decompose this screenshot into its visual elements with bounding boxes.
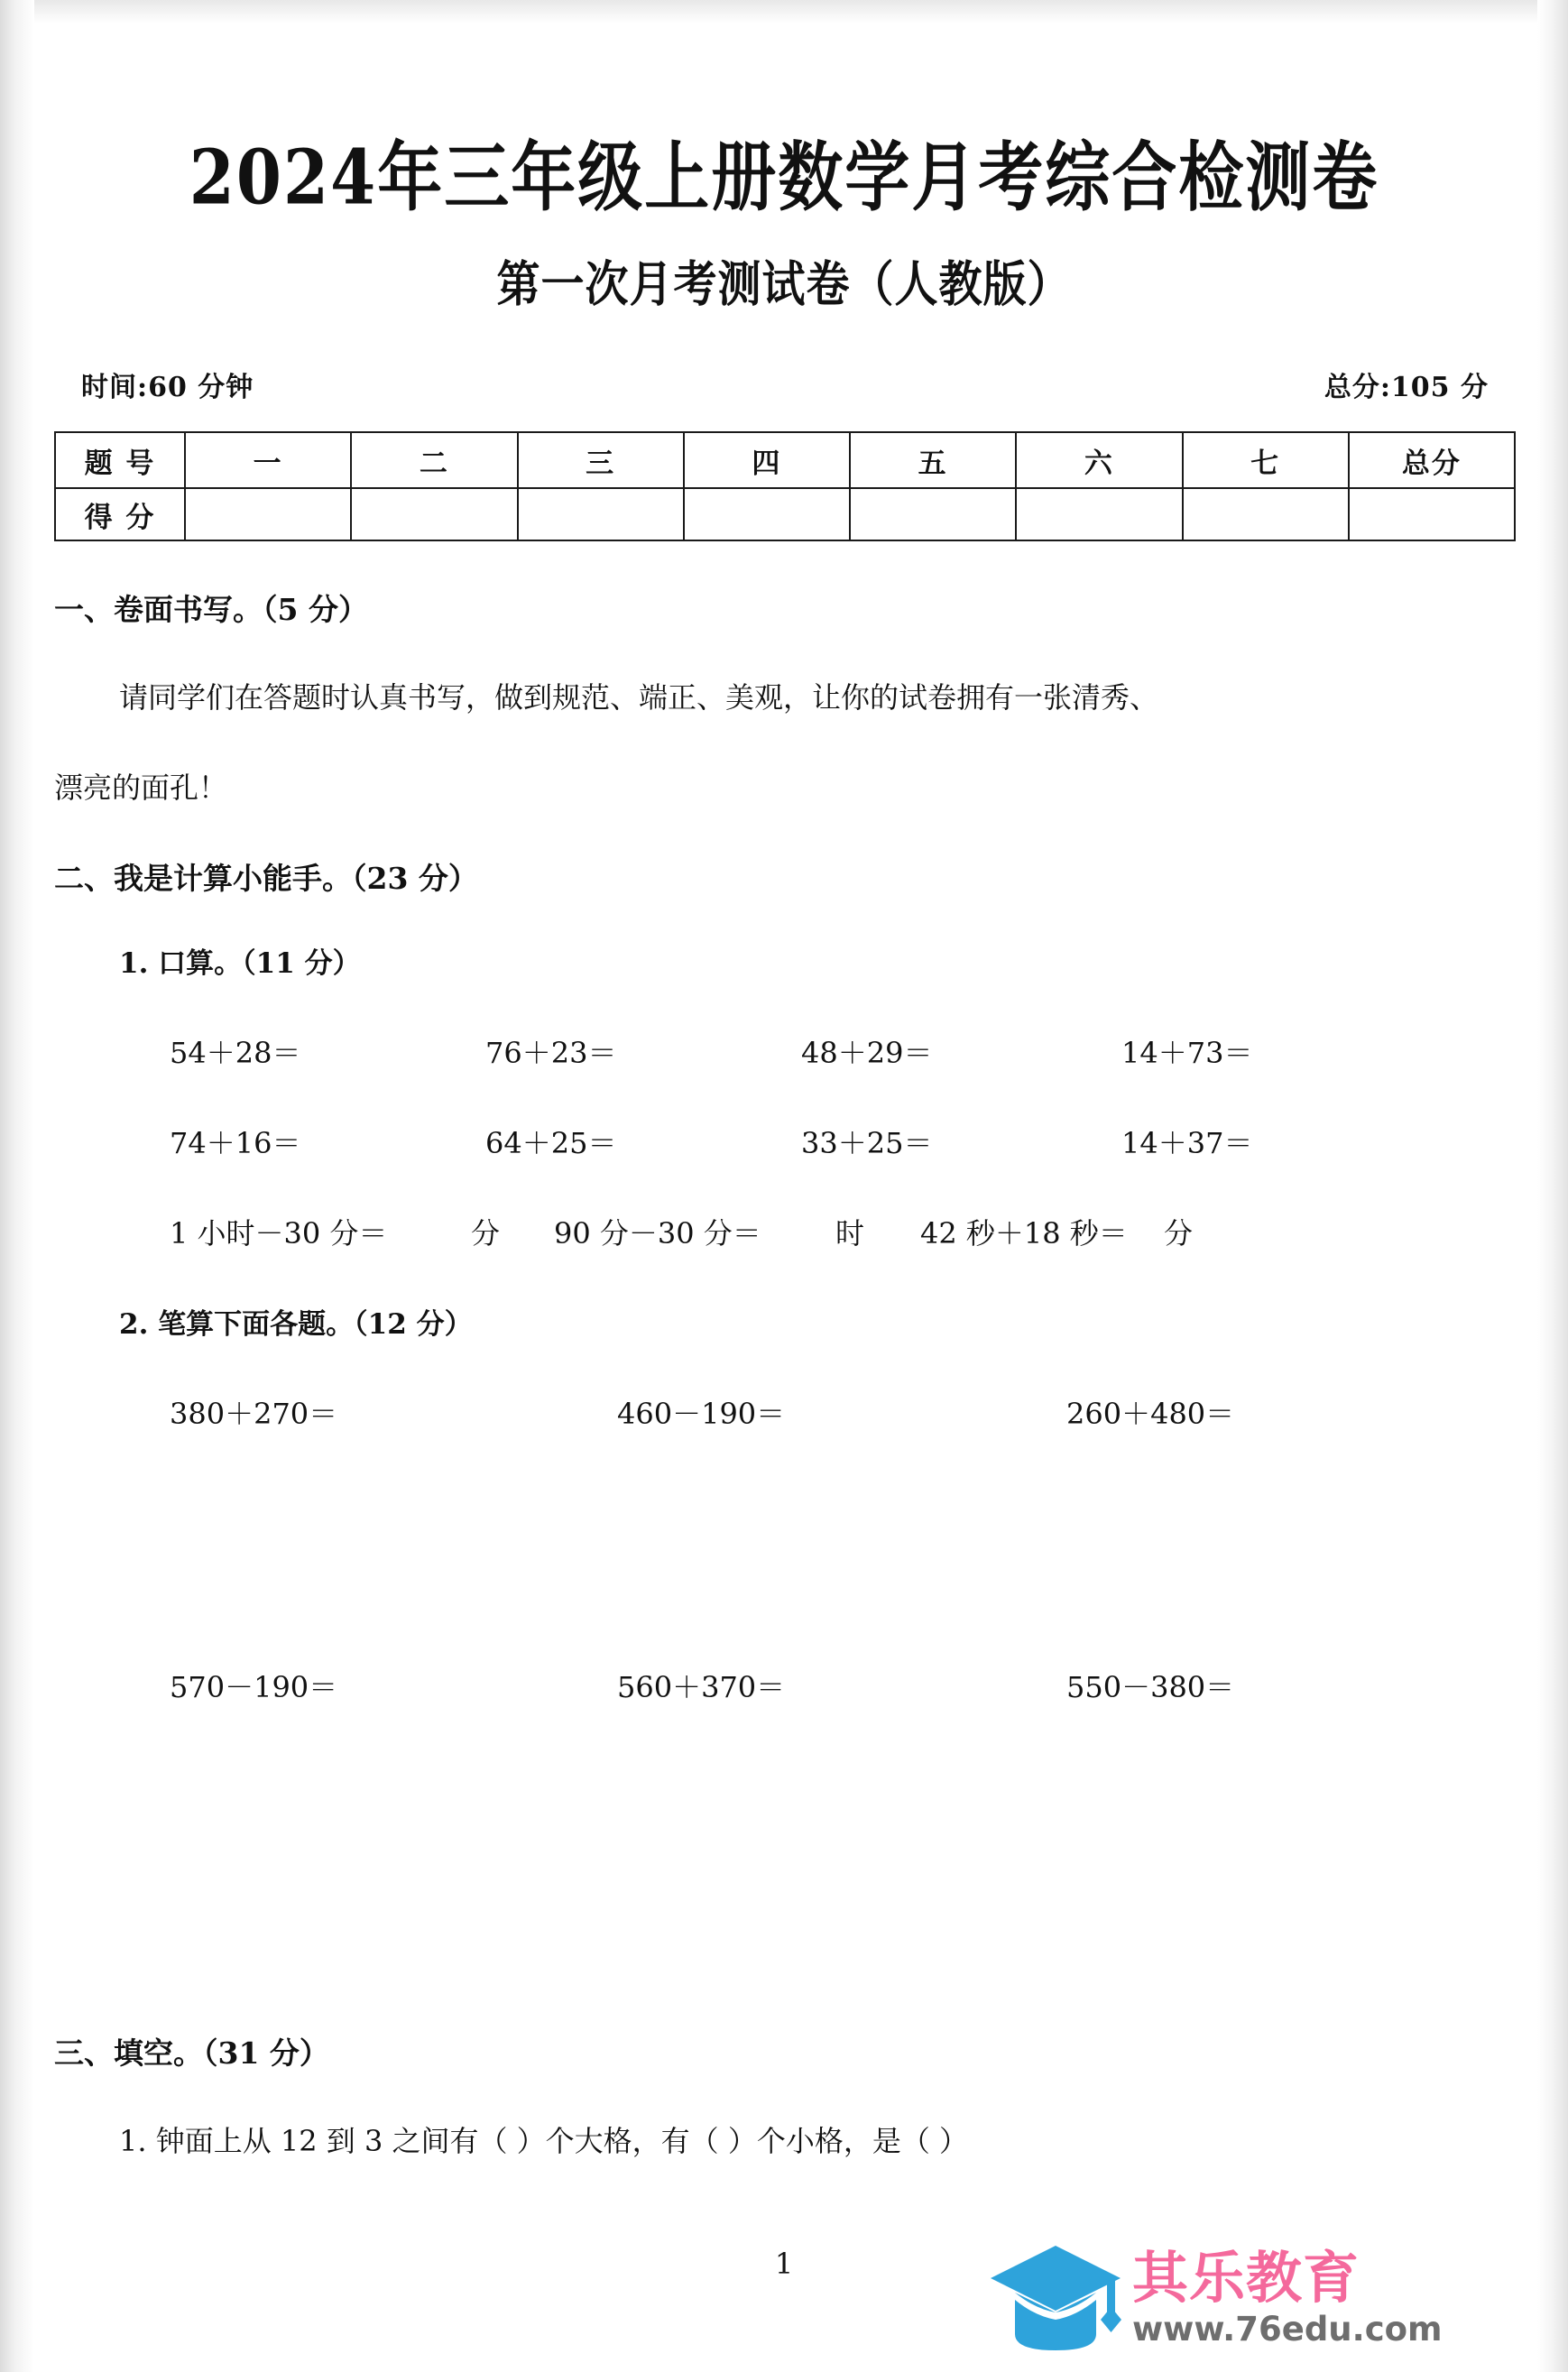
- score-input-cell[interactable]: [1016, 488, 1182, 540]
- written-calc-row-1: [170, 1391, 1342, 1433]
- oral-calc-item: 48＋29＝: [801, 1036, 933, 1070]
- unit-conversion-item: 1 小时－30 分＝: [170, 1216, 388, 1251]
- exam-duration: 时间:60 分钟: [81, 372, 254, 403]
- section-two-q2-heading: 2. 笔算下面各题。（12 分）: [119, 1308, 473, 1341]
- section-one-paragraph-line1: 请同学们在答题时认真书写，做到规范、端正、美观，让你的试卷拥有一张清秀、: [119, 680, 1159, 715]
- oral-calc-item: 76＋23＝: [485, 1036, 617, 1070]
- score-table-header-cell: 六: [1016, 432, 1182, 488]
- graduation-cap-icon: [988, 2240, 1123, 2358]
- exam-meta-row: [81, 365, 1489, 404]
- page-subtitle: 第一次月考测试卷（人教版）: [496, 256, 1072, 314]
- score-table-header-cell: 五: [850, 432, 1016, 488]
- section-one-heading: 一、卷面书写。（5 分）: [54, 592, 368, 627]
- score-table-header-row: [55, 432, 1515, 488]
- written-calc-item: 460－190＝: [617, 1397, 786, 1431]
- written-calc-item: 260＋480＝: [1066, 1397, 1235, 1431]
- section-two-heading: 二、我是计算小能手。（23 分）: [54, 861, 478, 896]
- page-number: 1: [774, 2247, 794, 2281]
- logo-text-block: [1132, 2244, 1443, 2349]
- section-three-q1: 1. 钟面上从 12 到 3 之间有（ ）个大格，有（ ）个小格，是（ ）: [119, 2124, 968, 2158]
- score-table-header-cell: 总分: [1349, 432, 1515, 488]
- oral-calc-item: 64＋25＝: [485, 1126, 617, 1160]
- oral-calc-item: 14＋37＝: [1121, 1126, 1253, 1160]
- score-input-cell[interactable]: [1349, 488, 1515, 540]
- exam-total-score: 总分:105 分: [1324, 372, 1489, 403]
- page-title: 2024年三年级上册数学月考综合检测卷: [189, 132, 1379, 222]
- oral-calc-item: 33＋25＝: [801, 1126, 933, 1160]
- unit-conversion-unit: 时: [835, 1216, 865, 1251]
- unit-conversion-row: [170, 1211, 1193, 1252]
- section-one-paragraph-line2: 漂亮的面孔！: [54, 771, 228, 805]
- site-logo: [988, 2236, 1547, 2362]
- score-input-cell[interactable]: [684, 488, 850, 540]
- score-table-header-cell: 七: [1183, 432, 1349, 488]
- score-table-header-cell: 题 号: [55, 432, 185, 488]
- logo-brand-name: 其乐教育: [1132, 2244, 1360, 2311]
- oral-calc-item: 54＋28＝: [170, 1036, 301, 1070]
- oral-calc-row-2: [170, 1121, 1360, 1162]
- section-two-q1-heading: 1. 口算。（11 分）: [119, 947, 361, 980]
- unit-conversion-unit: 分: [471, 1216, 501, 1251]
- score-input-cell[interactable]: [518, 488, 684, 540]
- unit-conversion-item: 42 秒＋18 秒＝: [920, 1216, 1128, 1251]
- score-input-cell[interactable]: [850, 488, 1016, 540]
- written-calc-item: 550－380＝: [1066, 1670, 1235, 1704]
- written-calc-item: 380＋270＝: [170, 1397, 338, 1431]
- written-calc-item: 560＋370＝: [617, 1670, 786, 1704]
- score-input-cell[interactable]: [351, 488, 517, 540]
- oral-calc-item: 74＋16＝: [170, 1126, 301, 1160]
- unit-conversion-unit: 分: [1164, 1216, 1194, 1251]
- score-table-header-cell: 四: [684, 432, 850, 488]
- written-calc-row-2: [170, 1665, 1342, 1706]
- unit-conversion-item: 90 分－30 分＝: [554, 1216, 761, 1251]
- score-input-cell[interactable]: [185, 488, 351, 540]
- section-three-heading: 三、填空。（31 分）: [54, 2035, 329, 2071]
- score-table-header-cell: 三: [518, 432, 684, 488]
- score-input-cell[interactable]: [1183, 488, 1349, 540]
- logo-website-url: www.76edu.com: [1132, 2309, 1443, 2349]
- score-table-value-row: [55, 488, 1515, 540]
- oral-calc-row-1: [170, 1030, 1360, 1072]
- score-row-label: 得 分: [55, 488, 185, 540]
- oral-calc-item: 14＋73＝: [1121, 1036, 1253, 1070]
- score-table-header-cell: 一: [185, 432, 351, 488]
- score-table-header-cell: 二: [351, 432, 517, 488]
- score-table: [54, 431, 1516, 541]
- written-calc-item: 570－190＝: [170, 1670, 338, 1704]
